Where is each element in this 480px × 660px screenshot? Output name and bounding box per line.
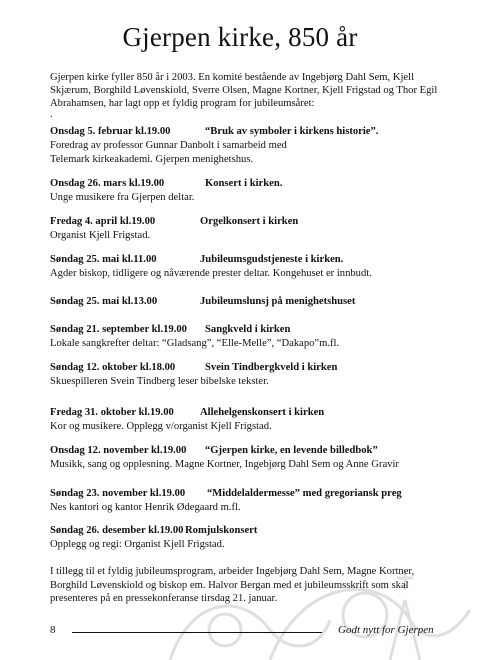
event-date: Søndag 25. mai kl.13.00	[50, 296, 158, 307]
event-item	[50, 177, 450, 205]
footer-rule	[72, 632, 322, 633]
event-title: Jubileumsgudstjeneste i kirken.	[200, 254, 344, 265]
event-heading	[50, 125, 450, 139]
event-description: Nes kantori og kantor Henrik Ødegaard m.fl.	[50, 502, 241, 513]
event-date: Fredag 4. april kl.19.00	[50, 216, 156, 227]
event-heading	[50, 444, 450, 458]
event-description: Opplegg og regi: Organist Kjell Frigstad.	[50, 539, 225, 550]
event-heading	[50, 524, 450, 538]
event-heading	[50, 361, 450, 375]
page-footer	[0, 624, 480, 644]
intro-paragraph: Gjerpen kirke fyller 850 år i 2003. En komité bestående av Ingebjørg Dahl Sem, Kjell Skjærum, Borghild Løvenskiold, Sverre Olsen, Magne Kortner, Kjell Frigstad og Thor Egil Abrahamsen, har lagt opp et fyldig program for jubileumsåret:	[50, 72, 438, 109]
event-item	[50, 487, 450, 515]
event-title: Jubileumslunsj på menighetshuset	[200, 296, 356, 307]
event-heading	[50, 406, 450, 420]
closing-paragraph: I tillegg til et fyldig jubileumsprogram, arbeider Ingebjørg Dahl Sem, Magne Kortner, Borghild Løvenskiold og biskop em. Halvor Bergan med et jubileumsskrift som skal presenteres på en pressekonferanse tirsdag 21. januar.	[50, 566, 415, 604]
event-heading	[50, 295, 450, 309]
event-item	[50, 125, 450, 166]
event-item	[50, 406, 450, 434]
event-item	[50, 444, 450, 472]
event-item	[50, 524, 450, 552]
event-heading	[50, 487, 450, 501]
event-date: Søndag 21. september kl.19.00	[50, 324, 187, 335]
event-title: Konsert i kirken.	[205, 178, 283, 189]
event-date: Onsdag 12. november kl.19.00	[50, 445, 187, 456]
event-title: Romjulskonsert	[185, 525, 258, 536]
event-date: Søndag 12. oktober kl.18.00	[50, 362, 176, 373]
event-item	[50, 323, 450, 351]
event-date: Søndag 25. mai kl.11.00	[50, 254, 157, 265]
page-title: Gjerpen kirke, 850 år	[122, 22, 358, 52]
event-item	[50, 253, 450, 281]
event-description: Kor og musikere. Opplegg v/organist Kjell Frigstad.	[50, 421, 272, 432]
event-description: Agder biskop, tidligere og nåværende prester deltar. Kongehuset er innbudt.	[50, 268, 372, 279]
event-date: Onsdag 26. mars kl.19.00	[50, 178, 165, 189]
event-title: “Gjerpen kirke, en levende billedbok”	[205, 445, 378, 456]
event-item	[50, 215, 450, 243]
event-description: Musikk, sang og opplesning. Magne Kortner, Ingebjørg Dahl Sem og Anne Gravir	[50, 459, 399, 470]
event-date: Onsdag 5. februar kl.19.00	[50, 126, 171, 137]
publication-name: Godt nytt for Gjerpen	[338, 624, 434, 636]
event-heading	[50, 253, 450, 267]
event-item	[50, 295, 450, 309]
event-date: Søndag 26. desember kl.19.00	[50, 525, 184, 536]
event-date: Fredag 31. oktober kl.19.00	[50, 407, 174, 418]
event-title: “Middelaldermesse” med gregoriansk preg	[207, 488, 402, 499]
event-date: Søndag 23. november kl.19.00	[50, 488, 186, 499]
page-number: 8	[50, 624, 56, 636]
event-heading	[50, 323, 450, 337]
event-title: Sangkveld i kirken	[205, 324, 291, 335]
event-title: Allehelgenskonsert i kirken	[200, 407, 325, 418]
event-title: Svein Tindbergkveld i kirken	[205, 362, 338, 373]
event-description: Lokale sangkrefter deltar: “Gladsang”, “Elle-Melle”, “Dakapo”m.fl.	[50, 338, 340, 349]
event-item	[50, 361, 450, 389]
event-title: Orgelkonsert i kirken	[200, 216, 299, 227]
event-heading	[50, 177, 450, 191]
event-description: Foredrag av professor Gunnar Danbolt i samarbeid med	[50, 140, 287, 151]
event-description: Unge musikere fra Gjerpen deltar.	[50, 192, 195, 203]
event-description: Telemark kirkeakademi. Gjerpen menighetshus.	[50, 153, 254, 165]
event-description: Organist Kjell Frigstad.	[50, 230, 151, 241]
event-heading	[50, 215, 450, 229]
intro-mark: .	[50, 109, 53, 120]
event-description: Skuespilleren Svein Tindberg leser bibelske tekster.	[50, 376, 269, 387]
event-title: “Bruk av symboler i kirkens historie”.	[205, 126, 379, 137]
